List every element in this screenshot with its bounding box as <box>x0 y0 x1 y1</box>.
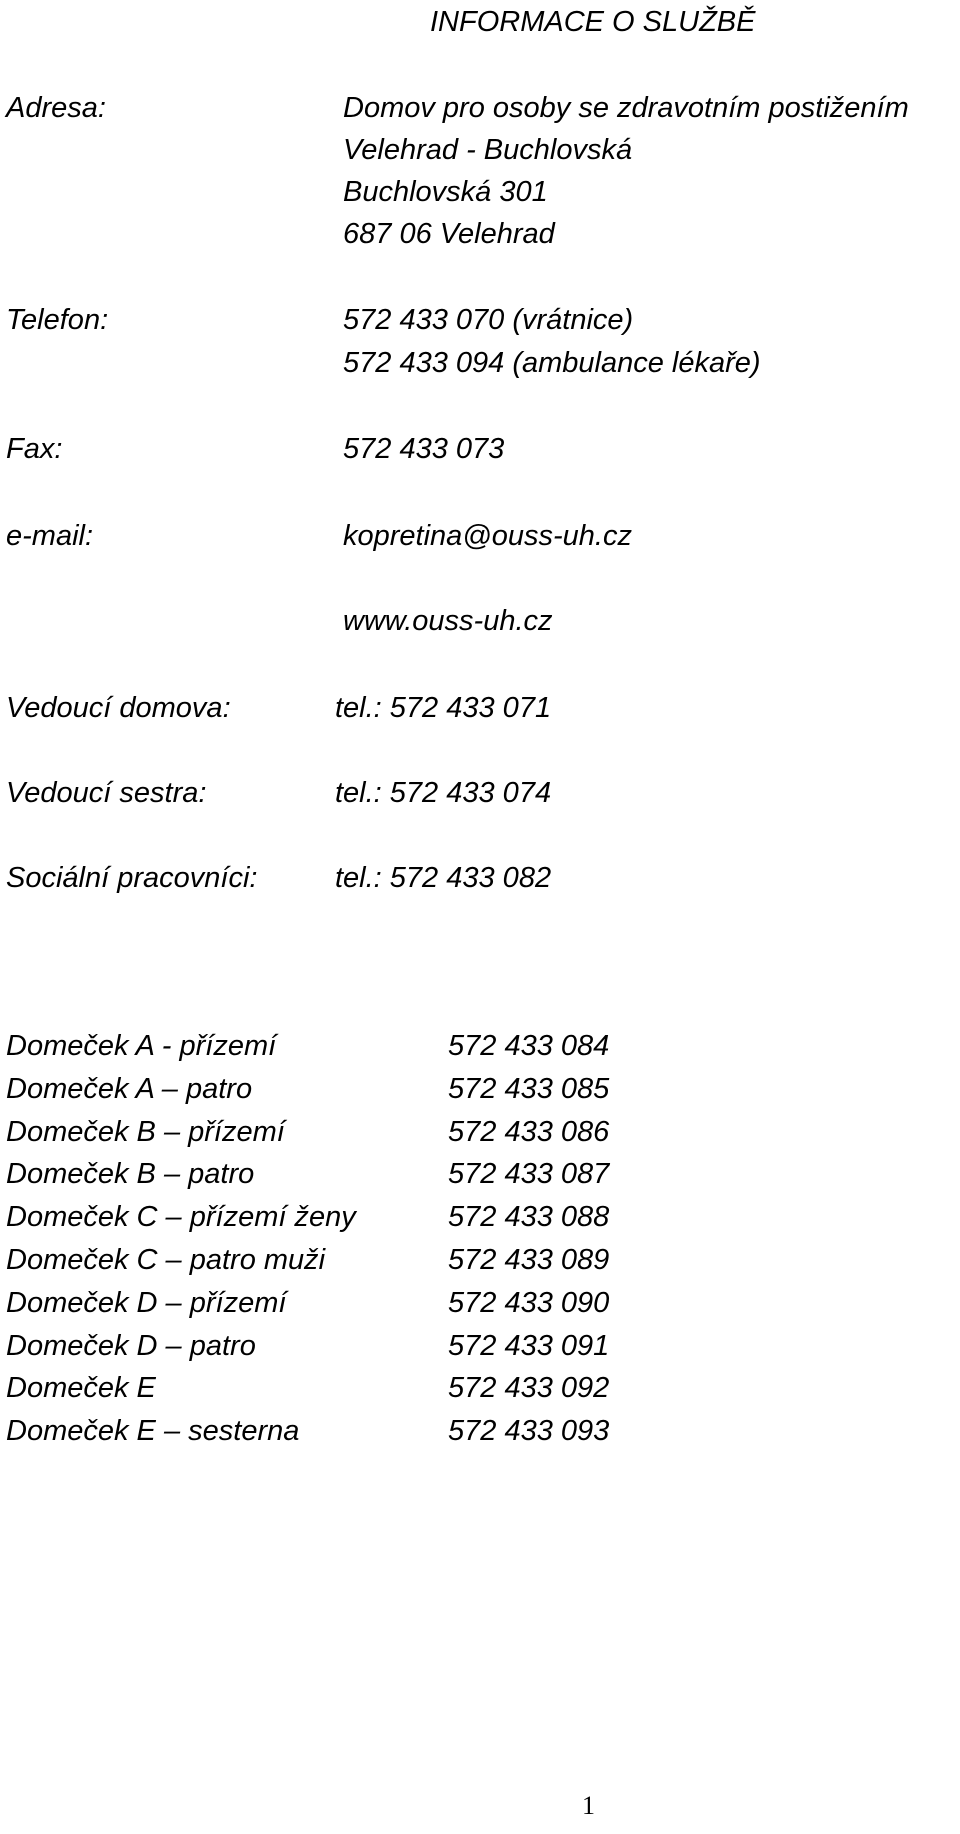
room-row <box>6 1370 906 1413</box>
page-title: INFORMACE O SLUŽBĚ <box>430 6 756 38</box>
room-row <box>6 1285 906 1328</box>
room-phone: 572 433 088 <box>448 1201 610 1234</box>
room-name: Domeček D – patro <box>6 1329 256 1362</box>
room-row <box>6 1242 906 1285</box>
room-name: Domeček C – přízemí ženy <box>6 1201 356 1234</box>
room-row <box>6 1413 906 1456</box>
contact-label-nurse: Vedoucí sestra: <box>6 777 207 809</box>
room-row <box>6 1156 906 1199</box>
address-line-1: Domov pro osoby se zdravotním postižením <box>343 92 909 124</box>
address-line-2: Velehrad - Buchlovská <box>343 134 633 166</box>
address-line-4: 687 06 Velehrad <box>343 218 555 250</box>
room-row <box>6 1199 906 1242</box>
page-number: 1 <box>582 1791 595 1820</box>
phone-line-2: 572 433 094 (ambulance lékaře) <box>343 347 761 379</box>
contact-phone-social: tel.: 572 433 082 <box>335 862 552 894</box>
website-link[interactable]: www.ouss-uh.cz <box>343 605 553 637</box>
contact-label-social: Sociální pracovníci: <box>6 862 258 894</box>
phone-line-1: 572 433 070 (vrátnice) <box>343 304 634 336</box>
room-phone: 572 433 092 <box>448 1372 610 1405</box>
room-phone: 572 433 093 <box>448 1415 610 1448</box>
room-name: Domeček A – patro <box>6 1072 253 1105</box>
room-phone: 572 433 087 <box>448 1158 610 1191</box>
room-name: Domeček A - přízemí <box>6 1030 277 1062</box>
contact-phone-head: tel.: 572 433 071 <box>335 692 552 724</box>
address-label: Adresa: <box>6 92 106 124</box>
contact-phone-nurse: tel.: 572 433 074 <box>335 777 552 809</box>
room-name: Domeček B – patro <box>6 1158 255 1191</box>
contact-label-head: Vedoucí domova: <box>6 692 231 724</box>
address-line-3: Buchlovská 301 <box>343 176 548 208</box>
room-phone: 572 433 086 <box>448 1115 610 1148</box>
room-name: Domeček E <box>6 1372 156 1405</box>
room-phone: 572 433 089 <box>448 1243 610 1276</box>
fax-label: Fax: <box>6 433 63 465</box>
room-name: Domeček C – patro muži <box>6 1243 326 1276</box>
fax-value: 572 433 073 <box>343 433 505 465</box>
room-name: Domeček B – přízemí <box>6 1115 285 1148</box>
room-phone-list <box>6 1028 906 1456</box>
room-phone: 572 433 085 <box>448 1072 610 1105</box>
room-phone: 572 433 090 <box>448 1286 610 1319</box>
email-label: e-mail: <box>6 520 94 552</box>
phone-label: Telefon: <box>6 304 109 336</box>
room-row <box>6 1114 906 1157</box>
room-row <box>6 1071 906 1114</box>
room-row <box>6 1028 906 1071</box>
room-name: Domeček E – sesterna <box>6 1415 300 1448</box>
room-row <box>6 1328 906 1371</box>
room-phone: 572 433 091 <box>448 1329 610 1362</box>
room-phone: 572 433 084 <box>448 1030 610 1062</box>
email-link[interactable]: kopretina@ouss-uh.cz <box>343 520 632 552</box>
room-name: Domeček D – přízemí <box>6 1286 287 1319</box>
